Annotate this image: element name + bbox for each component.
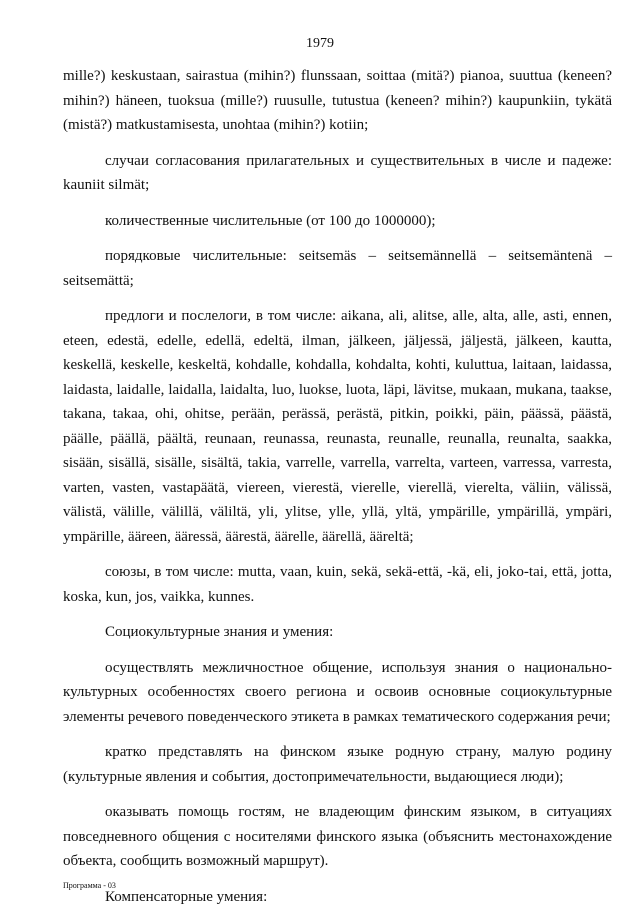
paragraph-conjunctions: союзы, в том числе: mutta, vaan, kuin, sekä, sekä-että, -kä, eli, joko-tai, että, jotta, koska, kun, jos, vaikka, kunnes. (63, 564, 612, 605)
paragraph-adjective-agreement: случаи согласования прилагательных и существительных в числе и падеже: kauniit silmät; (63, 152, 612, 193)
paragraph-interpersonal-communication: осуществлять межличностное общение, используя знания о национально-культурных особенностях своего региона и освоив основные социокультурные элементы речевого поведенческого этикета в рамках тематического содержания речи; (63, 659, 612, 725)
paragraph-cardinal-numerals: количественные числительные (от 100 до 1000000); (105, 212, 436, 229)
paragraph-ordinal-numerals: порядковые числительные: seitsemäs – seitsemännellä – seitsemäntenä – seitsemättä; (63, 248, 612, 289)
section-heading-sociocultural: Социокультурные знания и умения: (105, 624, 334, 640)
page-number: 1979 (306, 36, 334, 51)
paragraph-present-country: кратко представлять на финском языке родную страну, малую родину (культурные явления и события, достопримечательности, выдающиеся люди); (63, 744, 612, 785)
paragraph-prepositions-postpositions: предлоги и послелоги, в том числе: aikana, ali, alitse, alle, alta, alle, asti, ennen, eteen, edestä, edelle, edellä, edeltä, ilman, jälkeen, jäljessä, jäljestä, jälkeen, kautta, keskellä, keskelle, keskeltä, kohdalle, kohdalla, kohdalta, kohti, kuluttua, laitaan, laidassa, laidasta, laidalle, laidalla, laidalta, luo, luokse, luota, läpi, lävitse, mukaan, mukana, taakse, takana, takaa, ohi, ohitse, perään, perässä, perästä, pitkin, poikki, päin, päässä, päästä, päälle, päällä, päältä, reunaan, reunassa, reunasta, reunalle, reunalla, reunalta, saakka, sisään, sisällä, sisälle, sisältä, takia, varrelle, varrella, varrelta, varteen, varressa, varresta, varten, vasten, vastapäätä, viereen, vierestä, vierelle, vierellä, vierelta, väliin, välissä, välistä, välille, välillä, väliltä, yli, ylitse, ylle, yllä, yltä, ympärille, ympärillä, ympäri, ympärille, ääreen, ääressä, äärestä, äärelle, äärellä, ääreltä; (63, 308, 612, 545)
document-body (63, 64, 612, 909)
paragraph-verb-government: mille?) keskustaan, sairastua (mihin?) flunssaan, soittaa (mitä?) pianoa, suuttua (keneen? mihin?) häneen, tuoksua (mille?) ruusulle, tutustua (keneen? mihin?) kaupunkiin, tykätä (mistä?) matkustamisesta, unohtaa (mihin?) kotiin; (63, 68, 612, 133)
section-heading-compensatory: Компенсаторные умения: (105, 888, 268, 905)
paragraph-help-guests: оказывать помощь гостям, не владеющим финским языком, в ситуациях повседневного общения с носителями финского языка (объяснить местонахождение объекта, сообщить возможный маршрут). (63, 804, 612, 869)
footer-label: Программа - 03 (63, 881, 116, 890)
